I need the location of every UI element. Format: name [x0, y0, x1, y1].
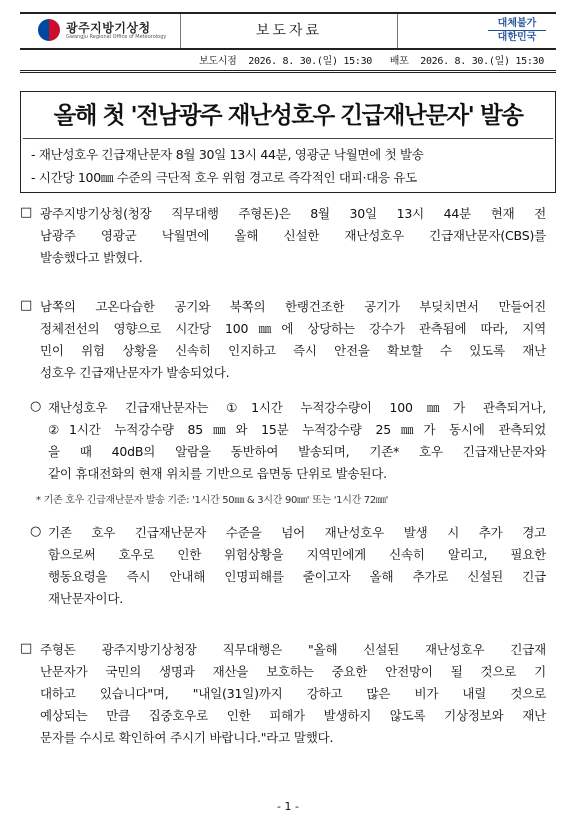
- paragraph-5: [40, 639, 546, 749]
- paragraph-line: ②1시간 누적강수량 85㎜와 15분 누적강수량 25㎜가 동시에 관측되었: [48, 422, 546, 437]
- title-box: [20, 91, 556, 193]
- bullet-square-marker: □: [20, 298, 33, 313]
- paragraph-line: 문자를 수시로 확인하여 주시기 바랍니다."라고 말했다.: [40, 730, 334, 745]
- release-time: 2026. 8. 30.(일) 15:30: [248, 56, 373, 67]
- distribute-time: 2026. 8. 30.(일) 15:30: [420, 56, 544, 67]
- bullet-square-marker: □: [20, 641, 33, 656]
- header-divider: [20, 70, 556, 73]
- paragraph-line: 광주지방기상청(청장 직무대행 주형돈)은 8월 30일 13시 44분 현재 전: [40, 206, 546, 221]
- paragraph-3: [48, 397, 546, 485]
- paragraph-line: 대하고 있습니다"며, "내일(31일)까지 강하고 많은 비가 내릴 것으로: [40, 686, 546, 701]
- doc-type-label: 보도자료: [180, 14, 398, 48]
- org-logo: [38, 17, 174, 45]
- release-info: [20, 52, 544, 67]
- org-subtitle: Gwangju Regional Office of Meteorology: [66, 34, 167, 40]
- paragraph-line: 재난문자이다.: [48, 591, 124, 606]
- footnote-marker: *: [36, 495, 41, 506]
- paragraph-line: 예상되는 만큼 집중호우로 인한 피해가 발생하지 않도록 기상정보와 재난: [40, 708, 546, 723]
- release-time-label: 보도시점: [199, 56, 237, 67]
- paragraph-line: 난문자가 국민의 생명과 재산을 보호하는 중요한 안전망이 될 것으로 기: [40, 664, 546, 679]
- bullet-circle-marker: ○: [30, 399, 42, 414]
- paragraph-line: 발송했다고 밝혔다.: [40, 250, 143, 265]
- org-name: 광주지방기상청: [66, 21, 151, 35]
- subtitle-1: - 재난성호우 긴급재난문자 8월 30일 13시 44분, 영광군 낙월면에 첫 발송: [31, 147, 424, 162]
- title-divider: [23, 138, 553, 139]
- paragraph-line: 민이 위험 상황을 신속히 인지하고 즉시 안전을 확보할 수 있도록 재난: [40, 343, 546, 358]
- campaign-logo-bottom: 대한민국: [488, 30, 546, 44]
- taegeuk-emblem-icon: [38, 19, 60, 41]
- campaign-logo-top: 대체불가: [497, 18, 537, 29]
- bullet-square-marker: □: [20, 205, 33, 220]
- paragraph-2: [40, 296, 546, 384]
- paragraph-line: 주형돈 광주지방기상청장 직무대행은 "올해 신설된 재난성호우 긴급재: [40, 642, 546, 657]
- paragraph-line: 재난성호우 긴급재난문자는 ①1시간 누적강수량이 100㎜가 관측되거나,: [48, 400, 546, 415]
- distribute-label: 배포: [389, 56, 409, 67]
- paragraph-line: 함으로써 호우로 인한 위험상황을 지역민에게 신속히 알리고, 필요한: [48, 547, 546, 562]
- paragraph-line: 남쪽의 고온다습한 공기와 북쪽의 한랭건조한 공기가 부딪치면서 만들어진: [40, 299, 546, 314]
- footnote: [36, 491, 388, 506]
- page-number: - 1 -: [277, 800, 299, 813]
- document-header: [20, 12, 556, 50]
- footnote-text: 기존 호우 긴급재난문자 발송 기준: '1시간 50㎜ & 3시간 90㎜' 또는 '1시간 72㎜': [43, 495, 389, 506]
- paragraph-line: 을 때 40dB의 알람을 동반하여 발송되며, 기존* 호우 긴급재난문자와: [48, 444, 546, 459]
- paragraph-line: 기존 호우 긴급재난문자 수준을 넘어 재난성호우 발생 시 추가 경고: [48, 525, 546, 540]
- campaign-logo: [488, 17, 546, 45]
- paragraph-line: 정체전선의 영향으로 시간당 100㎜에 상당하는 강수가 관측됨에 따라, 지역: [40, 321, 546, 336]
- paragraph-line: 행동요령을 즉시 안내해 인명피해를 줄이고자 올해 추가로 신설된 긴급: [48, 569, 546, 584]
- page-title: 올해 첫 '전남광주 재난성호우 긴급재난문자' 발송: [53, 101, 523, 129]
- paragraph-line: 남광주 영광군 낙월면에 올해 신설한 재난성호우 긴급재난문자(CBS)를: [40, 228, 546, 243]
- paragraph-4: [48, 522, 546, 610]
- paragraph-line: 성호우 긴급재난문자가 발송되었다.: [40, 365, 230, 380]
- paragraph-line: 같이 휴대전화의 현재 위치를 기반으로 읍면동 단위로 발송된다.: [48, 466, 387, 481]
- paragraph-1: [40, 203, 546, 269]
- subtitle-2: - 시간당 100㎜ 수준의 극단적 호우 위험 경고로 즉각적인 대피·대응 유도: [31, 170, 417, 185]
- bullet-circle-marker: ○: [30, 524, 42, 539]
